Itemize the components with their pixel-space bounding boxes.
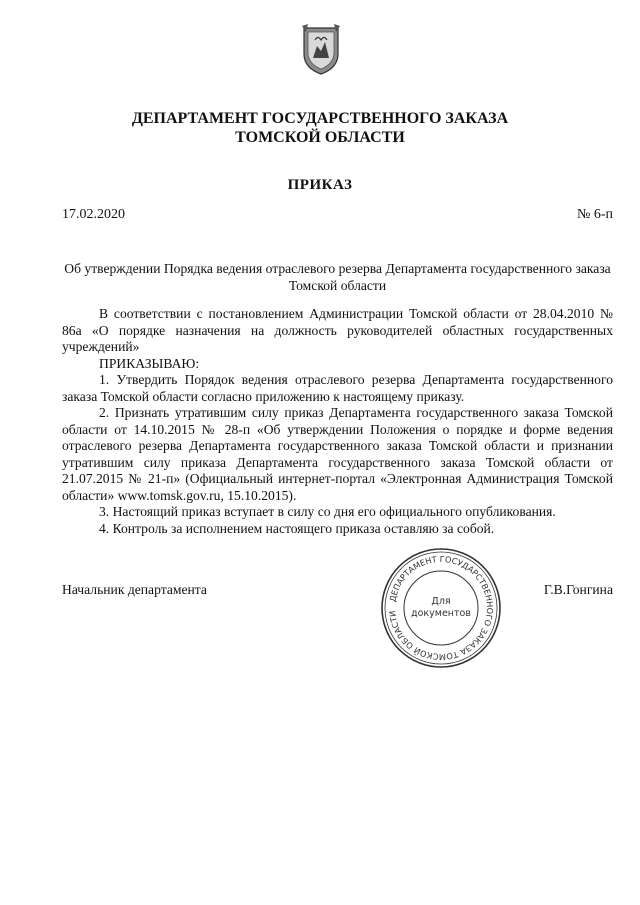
stamp-ring-text: ДЕПАРТАМЕНТ ГОСУДАРСТВЕННОГО ЗАКАЗА ТОМСКОЙ ОБЛАСТИ — [387, 553, 496, 663]
document-subject: Об утверждении Порядка ведения отраслевого резерва Департамента государственного заказа Томской области — [64, 261, 611, 293]
official-stamp — [379, 546, 503, 670]
order-item-2: 2. Признать утратившим силу приказ Департамента государственного заказа Томской области от 14.10.2015 № 28-п «Об утверждении Положения о порядке и форме ведения отраслевого резерва Департамента государственного заказа Томской области и признании утратившим силу приказа Департамента государственного заказа Томской области от 21.07.2015 № 21-п» (Официальный интернет-портал «Электронная Администрация Томской области» www.tomsk.gov.ru, 15.10.2015). — [62, 405, 613, 503]
signatory-position: Начальник департамента — [62, 582, 207, 597]
order-item-4: 4. Контроль за исполнением настоящего приказа оставляю за собой. — [99, 520, 495, 536]
document-body — [62, 306, 613, 537]
signatory-name: Г.В.Гонгина — [543, 582, 613, 597]
preamble-paragraph: В соответствии с постановлением Администрации Томской области от 28.04.2010 № 86а «О порядке назначения на должность руководителей областных государственных учреждений» — [62, 306, 613, 354]
coat-of-arms-emblem — [300, 24, 342, 76]
document-date: 17.02.2020 — [62, 207, 125, 222]
document-title: ПРИКАЗ — [287, 177, 353, 193]
stamp-center-line1: Для — [431, 596, 451, 607]
stamp-center-line2: документов — [411, 608, 471, 619]
organization-name-line2: ТОМСКОЙ ОБЛАСТИ — [235, 129, 405, 146]
order-word: ПРИКАЗЫВАЮ: — [99, 355, 200, 371]
document-number: № 6-п — [576, 207, 613, 222]
organization-name-line1: ДЕПАРТАМЕНТ ГОСУДАРСТВЕННОГО ЗАКАЗА — [131, 110, 509, 127]
order-item-1: 1. Утвердить Порядок ведения отраслевого резерва Департамента государственного заказа Томской области согласно приложению к настоящему приказу. — [62, 372, 613, 404]
order-item-3: 3. Настоящий приказ вступает в силу со дня его официального опубликования. — [99, 504, 556, 519]
